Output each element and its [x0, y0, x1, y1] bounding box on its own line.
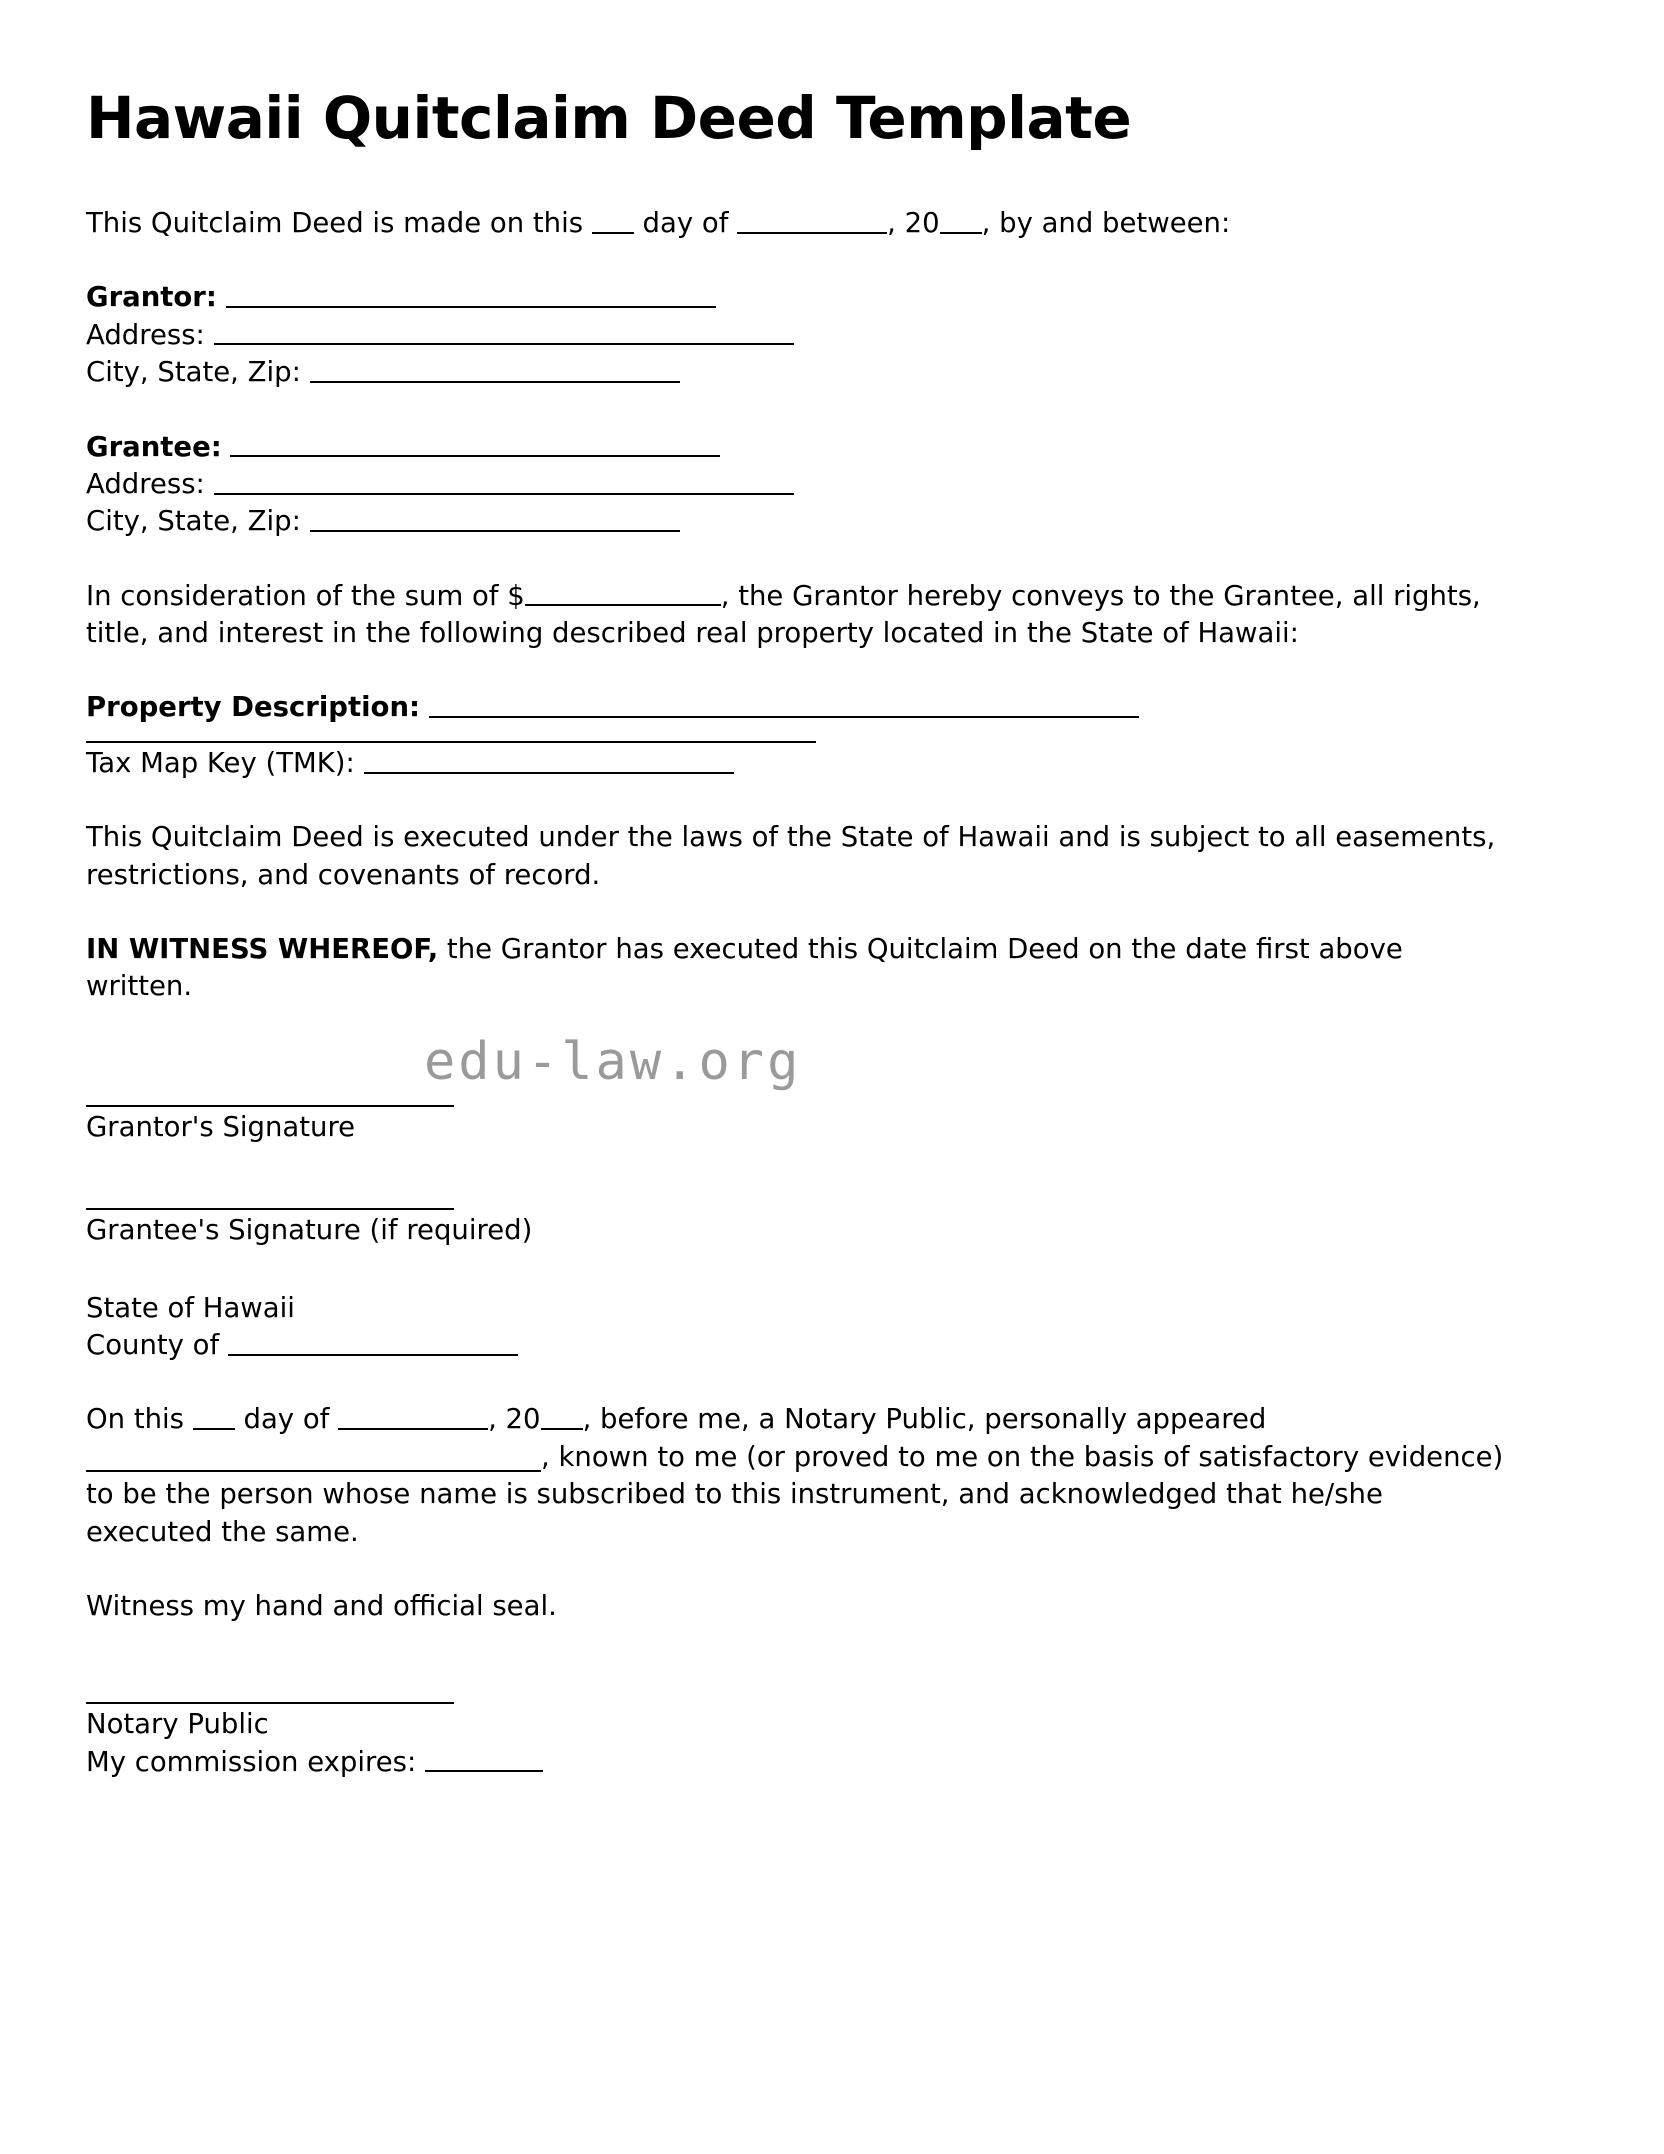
- tmk-blank[interactable]: [364, 746, 734, 774]
- ack-person-name-blank[interactable]: [86, 1470, 541, 1472]
- intro-text-after-month: , 20: [887, 206, 940, 239]
- grantee-address-label: Address:: [86, 467, 205, 500]
- grantor-city-label: City, State, Zip:: [86, 356, 301, 389]
- consideration-lead: In consideration of the sum of $: [86, 579, 525, 612]
- property-description-row: [86, 689, 1578, 726]
- grantor-city-blank[interactable]: [310, 355, 680, 383]
- day-blank[interactable]: [592, 206, 634, 234]
- property-description-label: Property Description:: [86, 691, 421, 724]
- grantor-address-label: Address:: [86, 318, 205, 351]
- grantee-block: [86, 429, 1578, 541]
- grantee-city-row: [86, 503, 1578, 540]
- property-description-continuation-rule[interactable]: [86, 741, 816, 743]
- grantee-signature-caption: Grantee's Signature (if required): [86, 1214, 533, 1247]
- grantor-signature-line[interactable]: [86, 1105, 454, 1107]
- witness-bold-lead: IN WITNESS WHEREOF,: [86, 933, 439, 966]
- grantor-city-row: [86, 354, 1578, 391]
- ack-month-blank[interactable]: [338, 1402, 488, 1430]
- grantee-address-row: [86, 466, 1578, 503]
- notary-county-row: [86, 1327, 1578, 1364]
- intro-paragraph: [86, 205, 1516, 242]
- grantee-city-label: City, State, Zip:: [86, 505, 301, 538]
- witness-rest: the Grantor has executed this Quitclaim Deed on the date first above written.: [86, 933, 1403, 1003]
- spacer-before-notary-signature: [86, 1662, 1578, 1702]
- notary-signature-line[interactable]: [86, 1702, 454, 1704]
- intro-text-after-day: day of: [633, 206, 738, 239]
- notary-commission-row: [86, 1744, 1578, 1781]
- notary-commission-blank[interactable]: [425, 1745, 543, 1773]
- grantor-address-row: [86, 317, 1578, 354]
- ack-year-blank[interactable]: [541, 1402, 583, 1430]
- ack-day-blank[interactable]: [193, 1402, 235, 1430]
- notary-signature-block: [86, 1702, 1578, 1781]
- grantor-label: Grantor:: [86, 281, 217, 314]
- grantor-block: [86, 279, 1578, 391]
- consideration-paragraph: [86, 578, 1516, 653]
- grantor-signature-block: [86, 1105, 1578, 1146]
- tmk-row: [86, 745, 1578, 782]
- year-blank[interactable]: [940, 206, 982, 234]
- ack-after-day: day of: [234, 1403, 339, 1436]
- grantee-signature-line[interactable]: [86, 1208, 454, 1210]
- grantor-signature-caption: Grantor's Signature: [86, 1110, 356, 1143]
- notary-commission-label: My commission expires:: [86, 1745, 425, 1778]
- grantee-signature-block: [86, 1208, 1578, 1249]
- month-blank[interactable]: [737, 206, 887, 234]
- spacer-before-notary-venue: [86, 1250, 1578, 1290]
- grantor-address-blank[interactable]: [214, 318, 794, 346]
- notary-seal-line: Witness my hand and official seal.: [86, 1589, 557, 1622]
- spacer-before-grantor-signature: [86, 1043, 1578, 1105]
- grantee-address-blank[interactable]: [214, 467, 794, 495]
- consideration-amount-blank[interactable]: [525, 578, 721, 606]
- laws-paragraph: This Quitclaim Deed is executed under the laws of the State of Hawaii and is subject to all easements, restrictions, and covenants of record.: [86, 821, 1496, 891]
- witness-paragraph: [86, 931, 1516, 1006]
- grantor-name-blank[interactable]: [226, 280, 716, 308]
- grantee-name-blank[interactable]: [230, 429, 720, 457]
- notary-signature-caption: Notary Public: [86, 1708, 269, 1741]
- grantee-label: Grantee:: [86, 430, 222, 463]
- ack-tail: , known to me (or proved to me on the basis of satisfactory evidence) to be the person whose name is subscribed to this instrument, and acknowledged that he/she executed the same.: [86, 1440, 1504, 1548]
- intro-text-after-year: , by and between:: [981, 206, 1231, 239]
- grantee-city-blank[interactable]: [310, 504, 680, 532]
- property-block: [86, 689, 1578, 782]
- spacer-before-grantee-signature: [86, 1146, 1578, 1208]
- intro-text-before-day: This Quitclaim Deed is made on this: [86, 206, 592, 239]
- notary-state-line: State of Hawaii: [86, 1291, 295, 1324]
- ack-after-year: , before me, a Notary Public, personally appeared: [582, 1403, 1267, 1436]
- grantee-name-row: [86, 429, 1578, 466]
- property-description-blank[interactable]: [429, 690, 1139, 718]
- tmk-label: Tax Map Key (TMK):: [86, 746, 355, 779]
- consideration-rest: , the Grantor hereby conveys to the Grantee, all rights, title, and interest in the following described real property located in the State of Hawaii:: [86, 579, 1481, 650]
- notary-county-blank[interactable]: [228, 1328, 518, 1356]
- notary-county-label: County of: [86, 1328, 228, 1361]
- ack-after-month: , 20: [488, 1403, 541, 1436]
- site-watermark: edu-law.org: [424, 1032, 802, 1092]
- page-title: Hawaii Quitclaim Deed Template: [86, 84, 1132, 152]
- ack-before-day: On this: [86, 1403, 193, 1436]
- notary-venue-block: [86, 1290, 1578, 1365]
- notary-acknowledgement-paragraph: [86, 1401, 1516, 1551]
- grantor-name-row: [86, 279, 1578, 316]
